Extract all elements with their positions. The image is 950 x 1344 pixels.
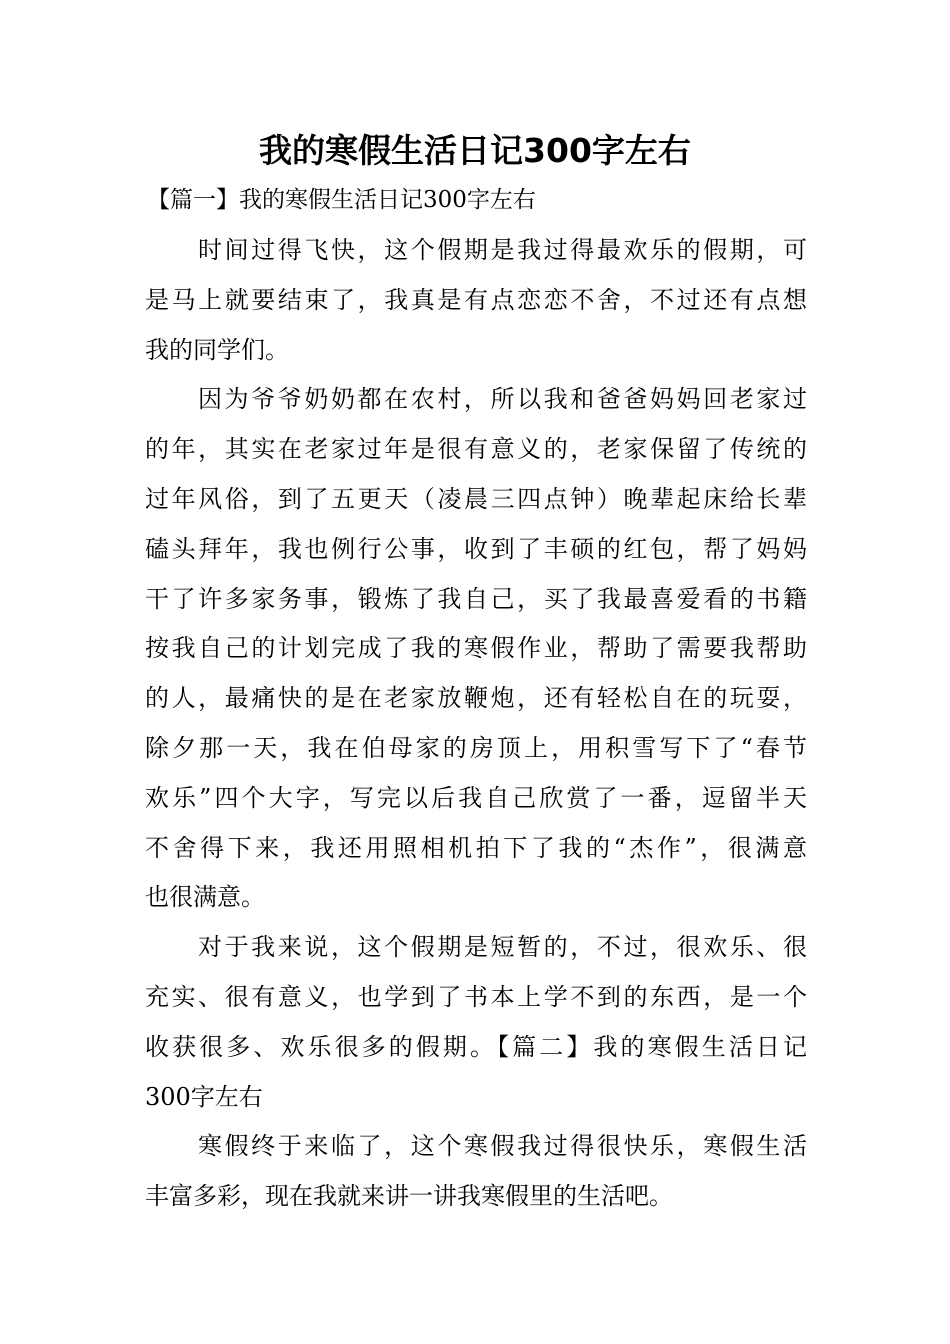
text-line: 因为爷爷奶奶都在农村，所以我和爸爸妈妈回老家过 (198, 385, 807, 414)
text-line: 除夕那一天，我在伯母家的房顶上，用积雪写下了“春节 (145, 733, 807, 762)
text-line: 不舍得下来，我还用照相机拍下了我的“杰作”，很满意 (145, 833, 807, 862)
text-line: 时间过得飞快，这个假期是我过得最欢乐的假期，可 (198, 236, 807, 264)
text-line: 丰富多彩，现在我就来讲一讲我寒假里的生活吧。 (145, 1182, 673, 1211)
text-line: 寒假终于来临了，这个寒假我过得很快乐，寒假生活 (198, 1132, 807, 1161)
text-line: 对于我来说，这个假期是短暂的，不过，很欢乐、很 (198, 933, 807, 962)
text-line: 欢乐”四个大字，写完以后我自己欣赏了一番，逗留半天 (145, 783, 807, 812)
text-line: 收获很多、欢乐很多的假期。【篇二】我的寒假生活日记 (145, 1032, 807, 1061)
text-line: 300字左右 (145, 1082, 263, 1111)
text-line: 按我自己的计划完成了我的寒假作业，帮助了需要我帮助 (145, 634, 807, 663)
text-line: 的人，最痛快的是在老家放鞭炮，还有轻松自在的玩耍， (145, 684, 807, 713)
page-title: 我的寒假生活日记300字左右 (259, 131, 691, 170)
text-line: 干了许多家务事，锻炼了我自己，买了我最喜爱看的书籍 (145, 584, 807, 613)
text-line: 充实、很有意义，也学到了书本上学不到的东西，是一个 (145, 982, 807, 1011)
body-text (145, 226, 807, 1222)
text-line: 过年风俗，到了五更天（凌晨三四点钟）晚辈起床给长辈 (145, 484, 807, 513)
text-line: 是马上就要结束了，我真是有点恋恋不舍，不过还有点想 (145, 285, 807, 314)
text-line: 的年，其实在老家过年是很有意义的，老家保留了传统的 (145, 435, 807, 464)
text-line: 也很满意。 (145, 883, 265, 912)
text-line: 磕头拜年，我也例行公事，收到了丰硕的红包，帮了妈妈 (145, 534, 807, 563)
section-label: 【篇一】我的寒假生活日记300字左右 (147, 187, 536, 213)
text-line: 我的同学们。 (145, 335, 289, 364)
